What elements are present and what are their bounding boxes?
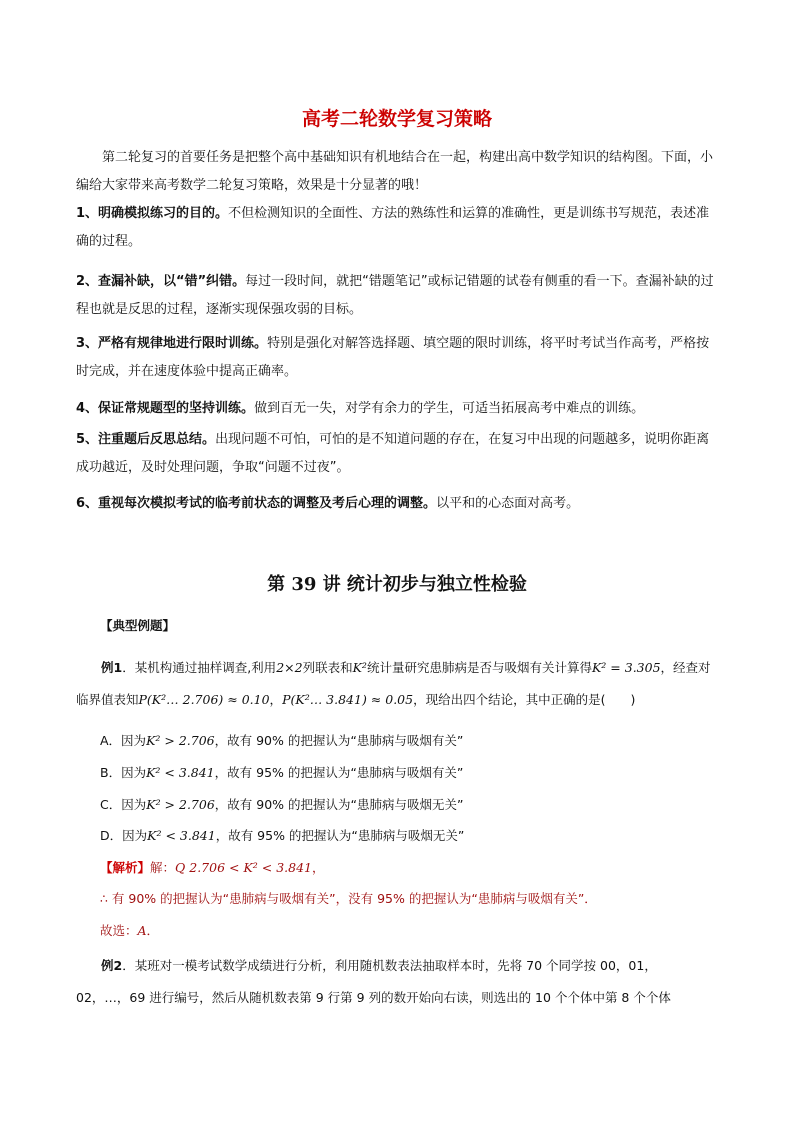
strategy-heading: 查漏补缺，以“错”纠错。 <box>98 274 246 289</box>
math-expression: K² <box>352 660 367 675</box>
answer-label: 故选： <box>100 923 138 938</box>
strategy-item <box>76 200 722 256</box>
option-a <box>100 731 720 751</box>
strategy-number: 1、 <box>76 206 99 221</box>
option-b <box>100 763 720 783</box>
math-expression: K² > 2.706 <box>146 797 215 812</box>
math-expression: K² > 2.706 <box>146 733 215 748</box>
strategy-number: 6、 <box>76 496 99 511</box>
strategy-text: 特别是强化对解答选择题、填空题的限时训练，将平时考试当作高考，严格按时完成，并在速度体验中提高正确率。 <box>76 336 710 379</box>
math-expression: P(K²… 3.841) ≈ 0.05 <box>282 692 414 707</box>
math-expression: K² < 3.841 <box>146 765 215 780</box>
option-d <box>100 826 720 846</box>
strategy-heading: 注重题后反思总结。 <box>98 432 216 447</box>
option-text: ，故有 90% 的把握认为“患肺病与吸烟有关” <box>214 733 464 748</box>
option-label: C．因为 <box>100 797 147 812</box>
strategy-number: 3、 <box>76 336 99 351</box>
option-text: ，故有 95% 的把握认为“患肺病与吸烟无关” <box>215 828 465 843</box>
analysis-line <box>100 858 720 878</box>
example-label: 例2 <box>101 958 123 973</box>
example-text: ， <box>660 660 674 675</box>
analysis-text: ， <box>312 860 325 875</box>
strategy-text: 每过一段时间，就把“错题笔记”或标记错题的试卷有侧重的看一下。查漏补缺的过程也就是反思的过程，逐渐实现保强攻弱的目标。 <box>76 274 714 317</box>
analysis-conclusion: ∴ 有 90% 的把握认为“患肺病与吸烟有关”，没有 95% 的把握认为“患肺病与吸烟有关”． <box>100 891 597 906</box>
example-text: ， <box>269 692 283 707</box>
strategy-number: 4、 <box>76 401 99 416</box>
example-text: ．某机构通过抽样调查,利用 <box>122 660 277 675</box>
example-text: 统计量研究患肺病是否与吸烟有关计算得 <box>366 660 592 675</box>
option-c <box>100 795 720 815</box>
strategy-item <box>76 490 722 518</box>
analysis-tag: 【解析】 <box>100 860 151 875</box>
strategy-item <box>76 268 722 324</box>
strategy-text: 以平和的心态面对高考。 <box>436 496 580 511</box>
strategy-number: 5、 <box>76 432 99 447</box>
option-text: ，故有 95% 的把握认为“患肺病与吸烟有关” <box>214 765 464 780</box>
example-text: ，现给出四个结论，其中正确的是( ) <box>413 692 636 707</box>
page-title: 高考二轮数学复习策略 <box>301 108 492 130</box>
option-label: A．因为 <box>100 733 147 748</box>
section-label: 【典型例题】 <box>100 618 176 633</box>
math-expression: 2×2 <box>276 660 303 675</box>
strategy-text: 不但检测知识的全面性、方法的熟练性和运算的准确性，更是训练书写规范，表述准确的过程。 <box>76 206 710 249</box>
strategy-item <box>76 330 722 386</box>
strategy-text: 出现问题不可怕，可怕的是不知道问题的存在，在复习中出现的问题越多，说明你距离成功越近，及时处理问题，争取“问题不过夜”。 <box>76 432 710 475</box>
example-text: 列联表和 <box>302 660 353 675</box>
answer-line <box>100 921 159 941</box>
option-text: ，故有 90% 的把握认为“患肺病与吸烟无关” <box>214 797 464 812</box>
strategy-heading: 保证常规题型的坚持训练。 <box>98 401 255 416</box>
strategy-text: 做到百无一失，对学有余力的学生，可适当拓展高考中难点的训练。 <box>254 401 645 416</box>
strategy-heading: 明确模拟练习的目的。 <box>98 206 229 221</box>
strategy-item <box>76 395 722 423</box>
math-expression: P(K²… 2.706) ≈ 0.10 <box>138 692 270 707</box>
answer-value: A <box>137 923 147 938</box>
intro-paragraph: 第二轮复习的首要任务是把整个高中基础知识有机地结合在一起，构建出高中数学知识的结构图。下面，小编给大家带来高考数学二轮复习策略，效果是十分显著的哦！ <box>76 150 714 193</box>
strategy-heading: 重视每次模拟考试的临考前状态的调整及考后心理的调整。 <box>98 496 437 511</box>
math-expression: Q 2.706 < K² < 3.841 <box>175 860 313 875</box>
strategy-number: 2、 <box>76 274 99 289</box>
example-label: 例1 <box>101 660 123 675</box>
strategy-item <box>76 426 722 482</box>
example-2-stem <box>76 950 722 982</box>
lecture-title: 第 39 讲 统计初步与独立性检验 <box>267 574 527 595</box>
answer-text: ． <box>146 923 160 938</box>
example-1-stem <box>76 652 722 716</box>
option-label: D．因为 <box>100 828 148 843</box>
example-2-continued: 02，…，69 进行编号，然后从随机数表第 9 行第 9 列的数开始向右读，则选出的 10 个个体中第 8 个个体 <box>76 990 671 1005</box>
math-expression: K² < 3.841 <box>147 828 216 843</box>
strategy-heading: 严格有规律地进行限时训练。 <box>98 336 268 351</box>
option-label: B．因为 <box>100 765 147 780</box>
math-expression: K² = 3.305 <box>591 660 661 675</box>
example-text: 经查对临界值表知 <box>76 660 711 707</box>
analysis-text: 解： <box>150 860 176 875</box>
example-text: ．某班对一模考试数学成绩进行分析，利用随机数表法抽取样本时，先将 70 个同学按 00，01， <box>122 958 657 973</box>
